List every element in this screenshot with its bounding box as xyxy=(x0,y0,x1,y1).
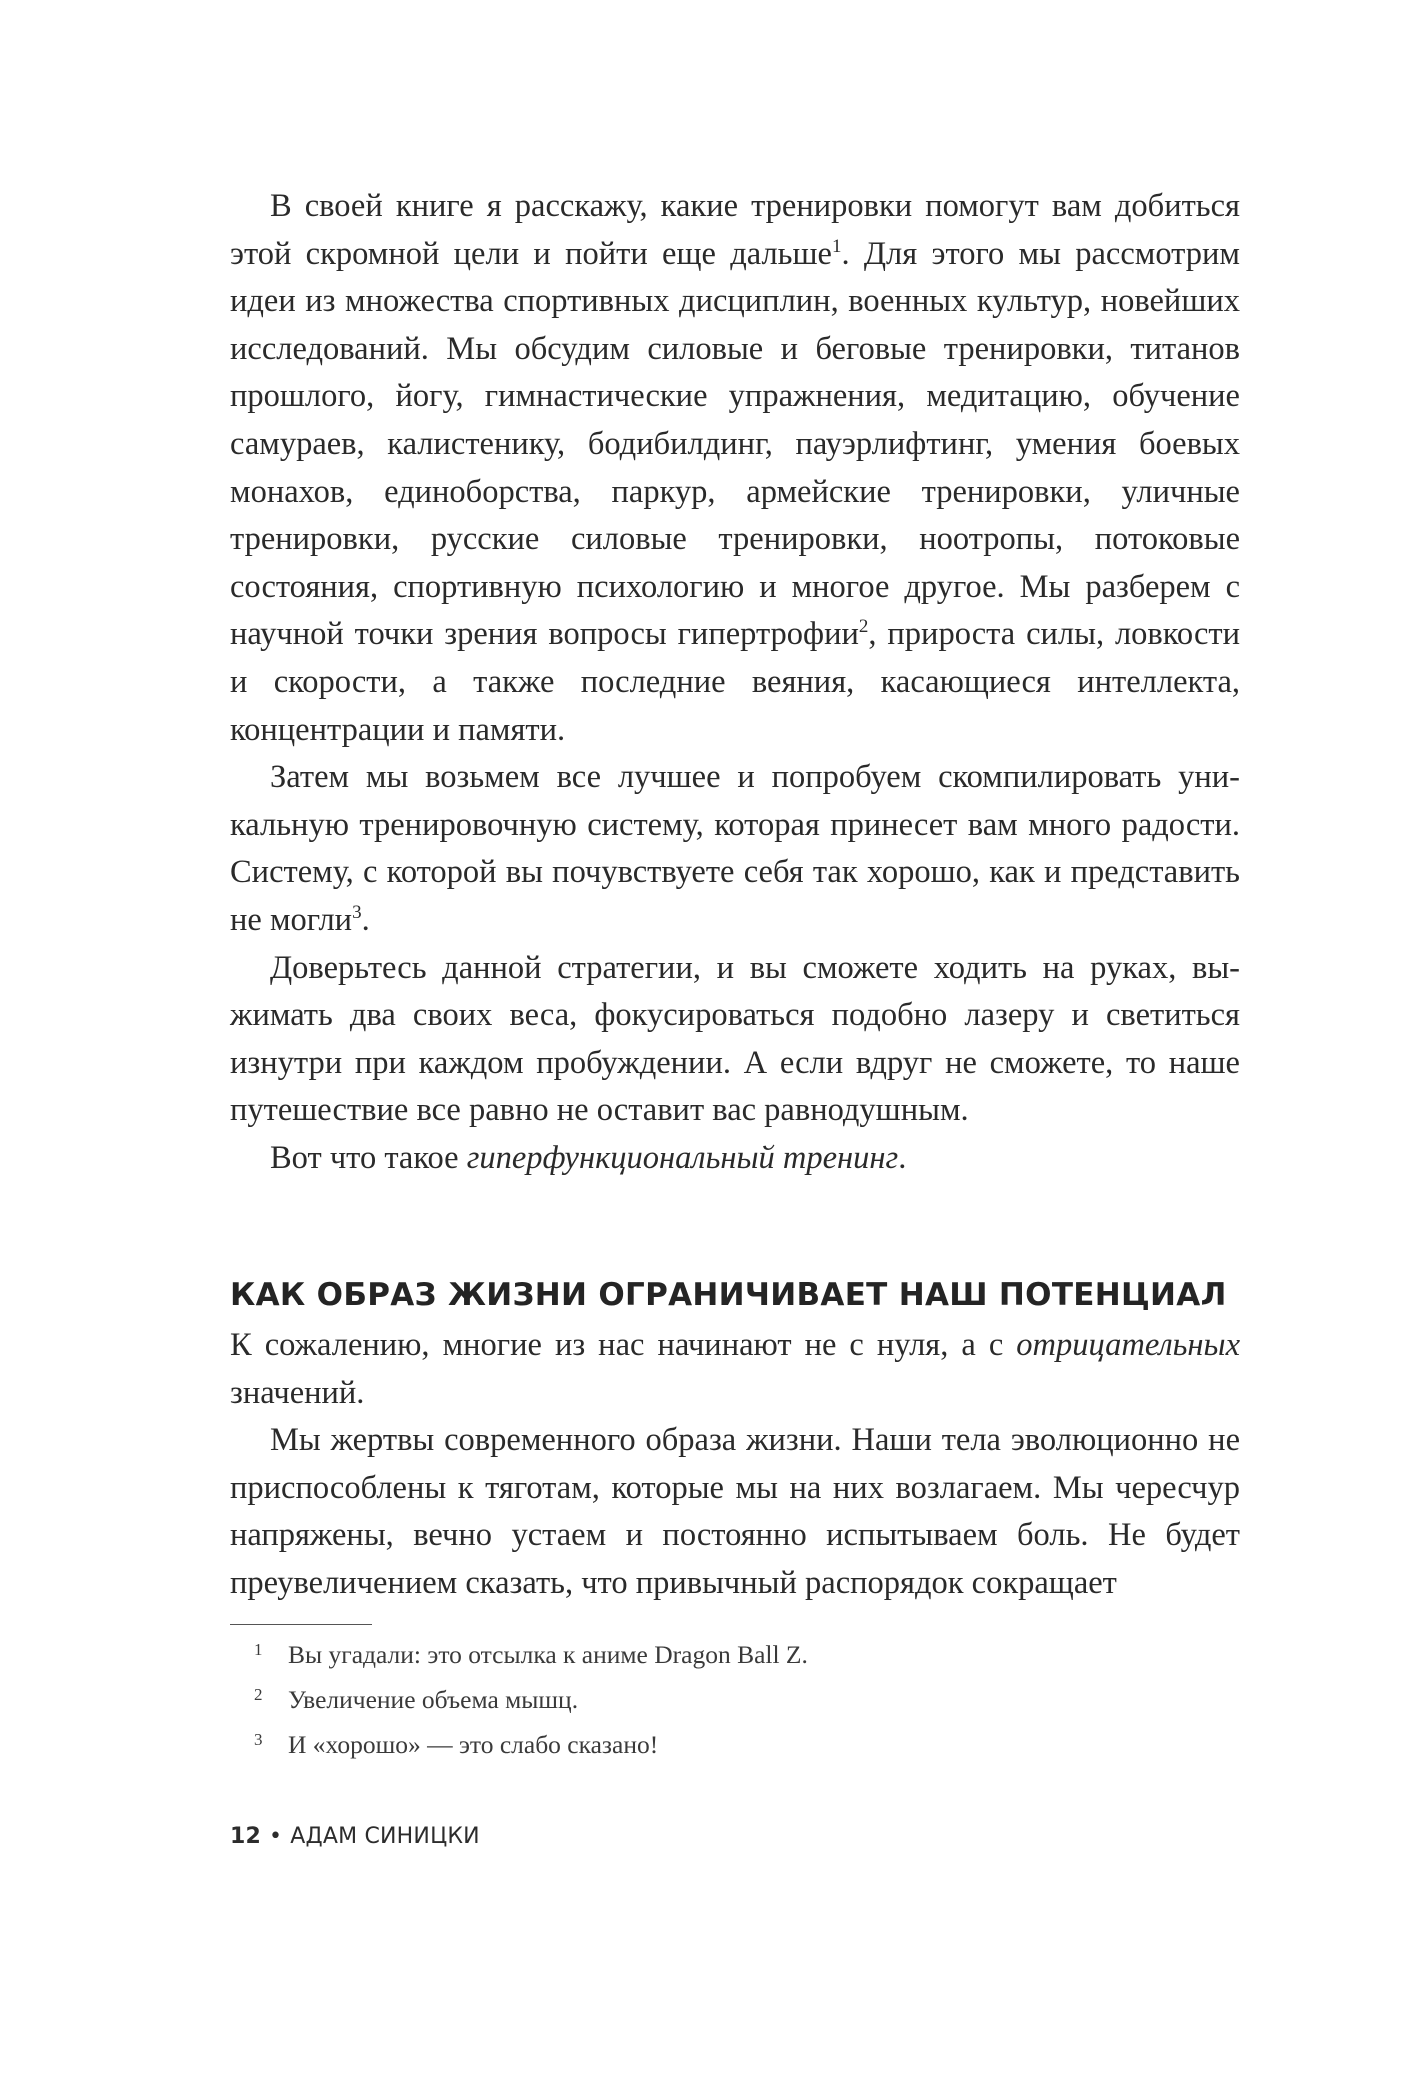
paragraph-2: Затем мы возьмем все лучшее и попробуем скомпилировать уникальную тренировочную систему, которая принесет вам много радости. Систему, с которой вы почувствуете себя так хорошо, как и представить не могли$^3$. xyxy=(230,759,1240,938)
footnote-ref-2[interactable]: 2 xyxy=(858,616,869,638)
paragraph-4: Вот что такое гиперфункциональный тренинг. xyxy=(270,1139,907,1176)
page-number: 12 xyxy=(230,1824,262,1849)
footnote-divider xyxy=(230,1624,372,1625)
paragraph-1: В своей книге я расскажу, какие тренировки помогут вам добиться этой скромной цели и пойти еще дальше$^1$. Для этого мы рассмотрим идеи из множества спортивных дисциплин, военных культур, новейших исследований. Мы обсудим силовые и беговые тренировки, титанов прошлого, йогу, гимнастические упражнения, медитацию, обучение самураев, калистенику, бодибилдинг, пауэрлифтинг, умения боевых монахов, единоборства, паркур, армейские тренировки, уличные тренировки, русские силовые тренировки, ноотропы, потоковые состояния, спортивную психологию и многое другое. Мы разберем с научной точки зрения вопросы гипертрофии$^2$, прироста силы, ловкости и скорости, а также последние веяния, касающиеся интеллекта, концентрации и памяти. xyxy=(230,188,1240,748)
section-heading: КАК ОБРАЗ ЖИЗНИ ОГРАНИЧИВАЕТ НАШ ПОТЕНЦИАЛ xyxy=(230,1277,1227,1313)
footnote-number: 3 xyxy=(254,1730,263,1749)
bullet-separator: • xyxy=(269,1824,283,1849)
footnote-number: 1 xyxy=(254,1640,263,1659)
footnote-text: Вы угадали: это отсылка к аниме Dragon Ball Z. xyxy=(288,1640,808,1669)
footnote-1 xyxy=(230,1632,1240,1677)
footnote-ref-1[interactable]: 1 xyxy=(831,235,842,257)
footnote-text: Увеличение объема мышц. xyxy=(288,1685,579,1714)
footnotes xyxy=(230,1632,1240,1767)
paragraph-5: К сожалению, многие из нас начинают не с нуля, а с отрицательных значений. xyxy=(230,1327,1240,1411)
emphasis-term: гиперфункциональный тренинг xyxy=(466,1139,899,1176)
footnote-3 xyxy=(230,1722,1240,1767)
footnote-ref-3[interactable]: 3 xyxy=(352,902,362,924)
paragraph-3: Доверьтесь данной стратегии, и вы сможете ходить на руках, выжимать два своих веса, фокусироваться подобно лазеру и светиться изнутри при каждом пробуждении. А если вдруг не сможете, то наше путешествие все равно не оставит вас равнодушным. xyxy=(230,949,1240,1129)
footnote-text: И «хорошо» — это слабо сказано! xyxy=(288,1730,659,1759)
running-footer xyxy=(230,1824,480,1849)
body-text-section xyxy=(230,1322,1240,1608)
author-name: АДАМ СИНИЦКИ xyxy=(290,1824,480,1849)
footnote-2 xyxy=(230,1677,1240,1722)
paragraph-6: Мы жертвы современного образа жизни. Наши тела эволюционно не приспособлены к тяготам, которые мы на них возлагаем. Мы чересчур напряжены, вечно устаем и постоянно испытываем боль. Не будет преувеличением сказать, что привычный распорядок сокращает xyxy=(230,1422,1240,1601)
footnote-number: 2 xyxy=(254,1685,263,1704)
body-text-top xyxy=(230,183,1240,1182)
emphasis-negative: отрицательных xyxy=(1016,1327,1240,1363)
